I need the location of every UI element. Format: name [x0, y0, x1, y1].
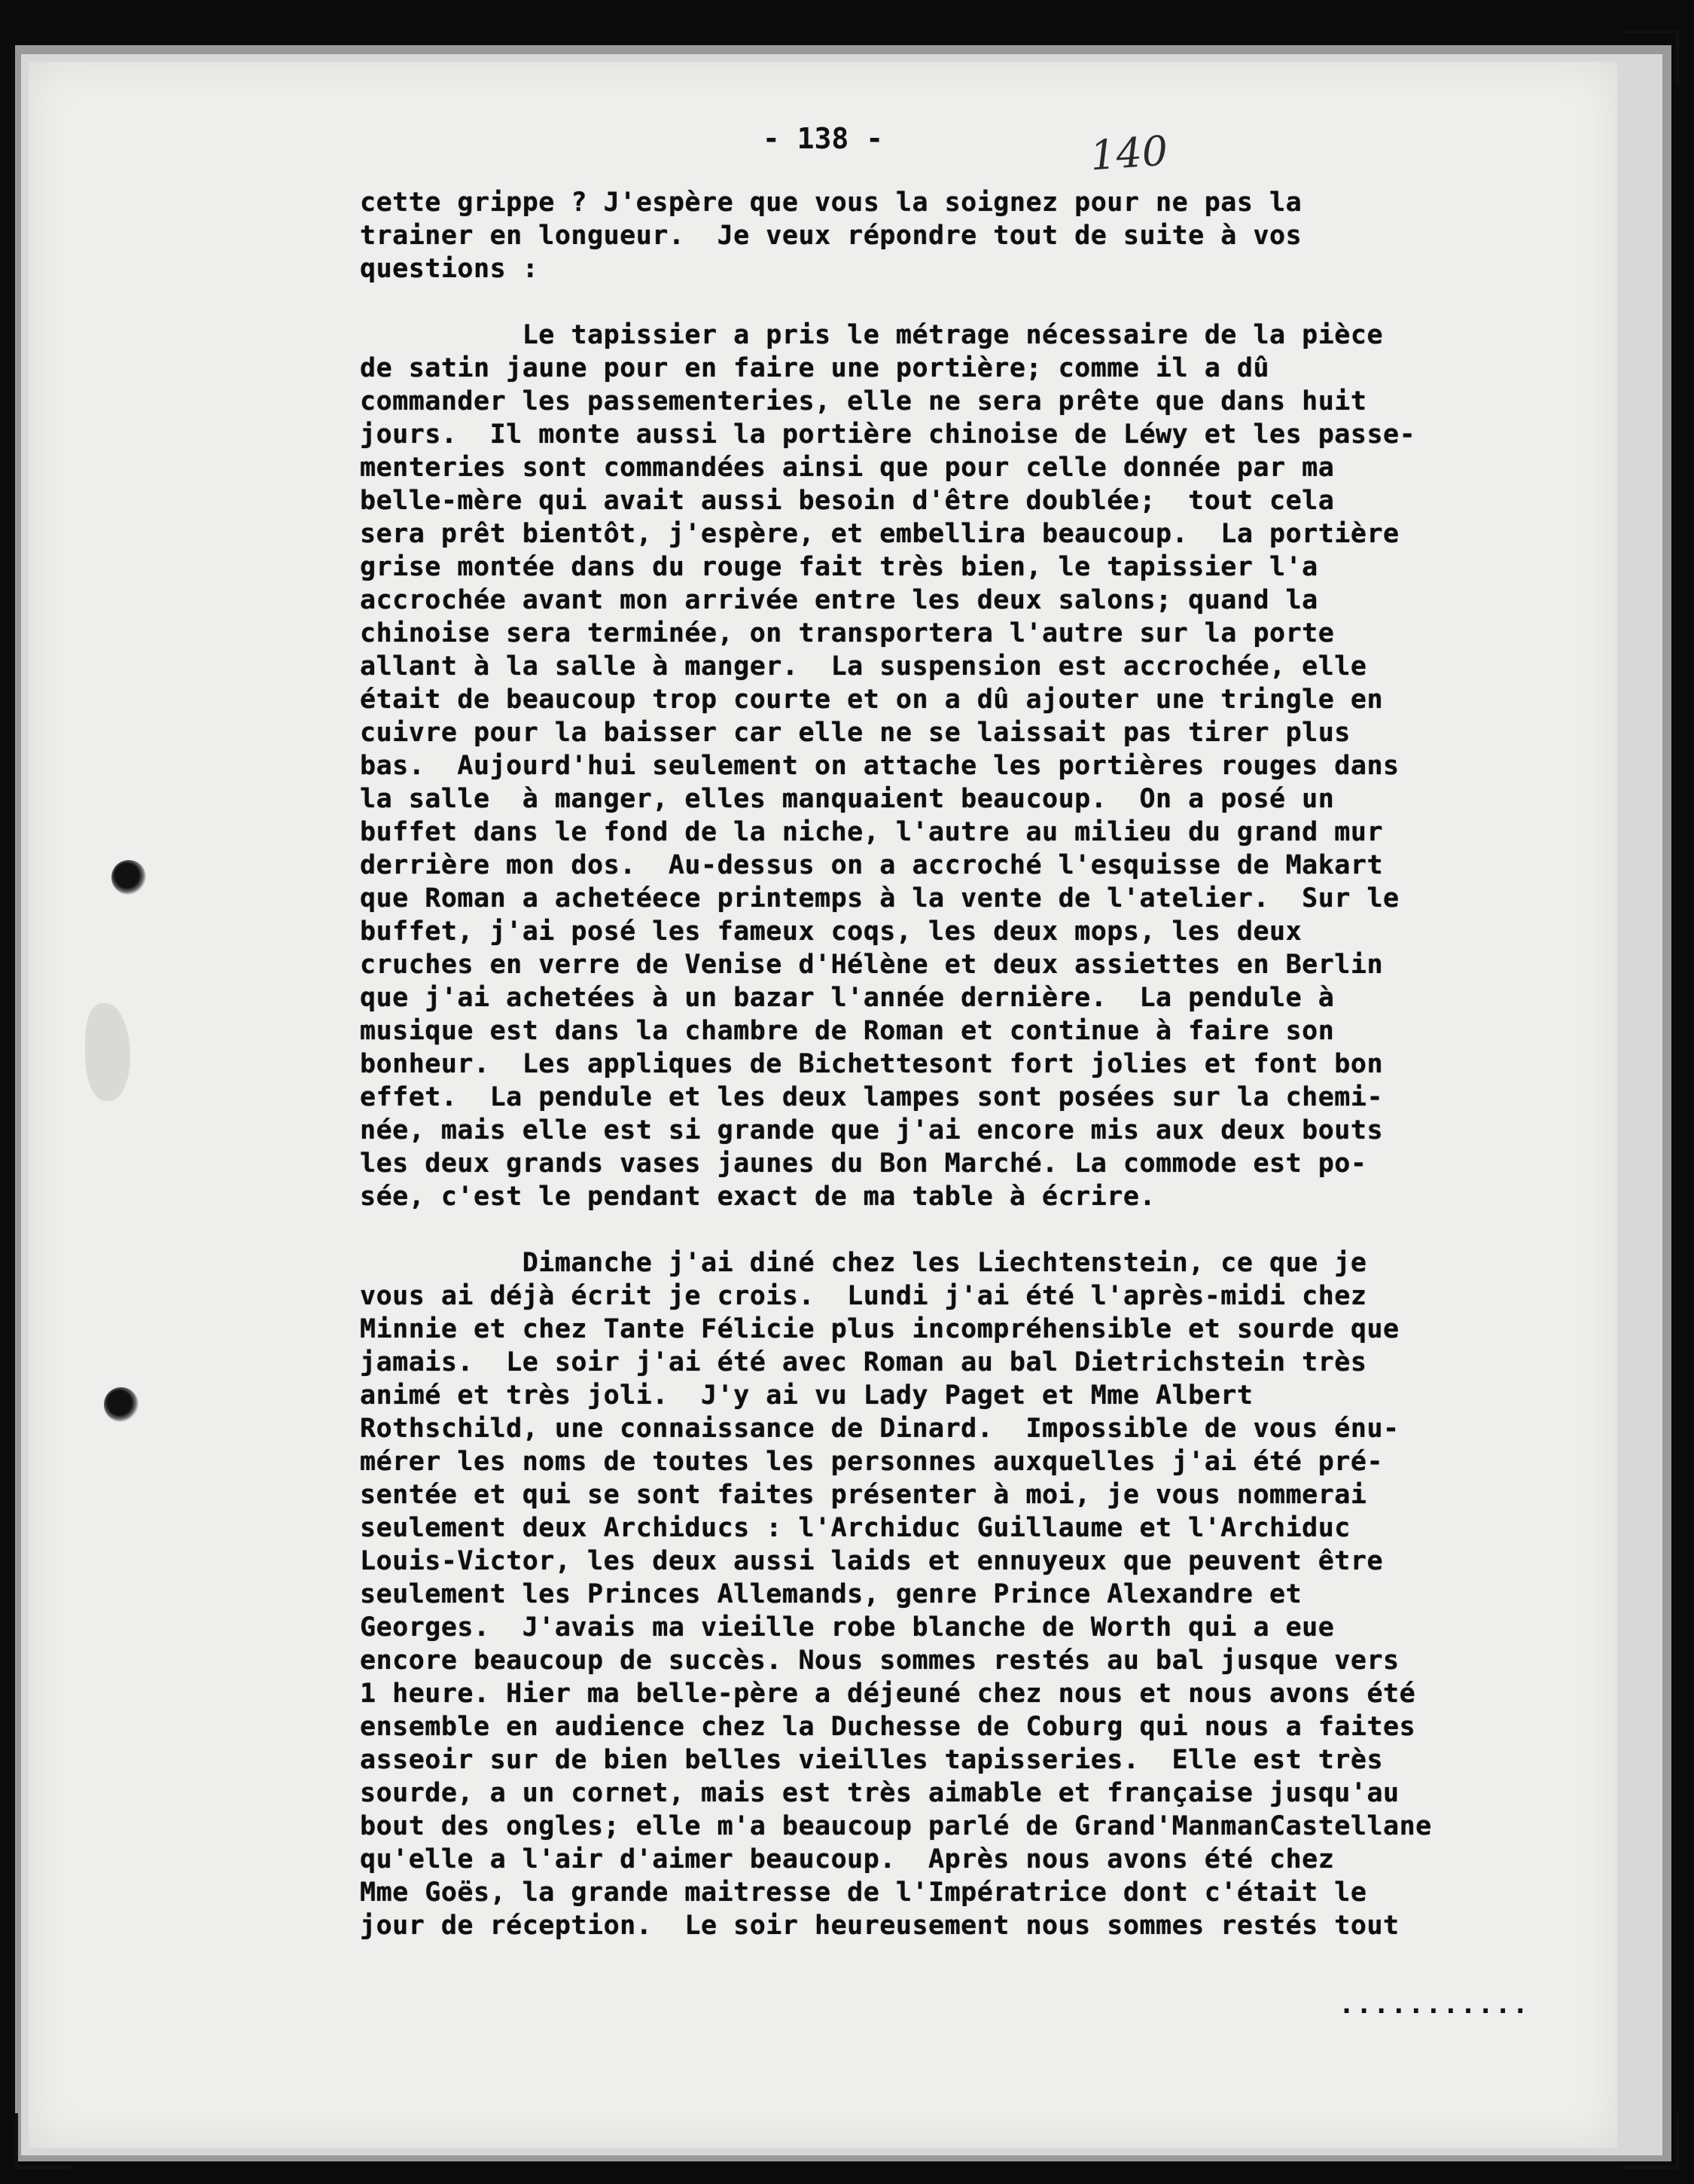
text-line: effet. La pendule et les deux lampes sont posées sur la chemi-	[360, 1082, 1384, 1112]
text-line: jours. Il monte aussi la portière chinoise de Léwy et les passe-	[360, 419, 1416, 450]
text-line: 1 heure. Hier ma belle-père a déjeuné chez nous et nous avons été	[360, 1679, 1416, 1709]
text-line: que Roman a achetéece printemps à la vente de l'atelier. Sur le	[360, 883, 1400, 914]
text-line: sourde, a un cornet, mais est très aimable et française jusqu'au	[360, 1778, 1400, 1808]
text-line: grise montée dans du rouge fait très bien, le tapissier l'a	[360, 552, 1318, 582]
text-line: Dimanche j'ai diné chez les Liechtenstein, ce que je	[360, 1248, 1367, 1278]
text-line: seulement deux Archiducs : l'Archiduc Guillaume et l'Archiduc	[360, 1513, 1351, 1543]
text-line: mérer les noms de toutes les personnes auxquelles j'ai été pré-	[360, 1447, 1384, 1477]
paper-stain	[85, 1003, 130, 1101]
text-line: derrière mon dos. Au-dessus on a accroché l'esquisse de Makart	[360, 850, 1384, 880]
continuation-dots: ...........	[1339, 1990, 1530, 2020]
text-line: cuivre pour la baisser car elle ne se laissait pas tirer plus	[360, 718, 1351, 748]
crop-mark	[15, 2113, 71, 2169]
text-line: Georges. J'avais ma vieille robe blanche de Worth qui a eue	[360, 1612, 1335, 1643]
text-line: chinoise sera terminée, on transportera l'autre sur la porte	[360, 618, 1335, 648]
text-line: était de beaucoup trop courte et on a dû ajouter une tringle en	[360, 685, 1384, 715]
paragraph	[360, 1246, 1640, 1942]
text-line: buffet, j'ai posé les fameux coqs, les deux mops, les deux	[360, 917, 1302, 947]
text-line: allant à la salle à manger. La suspension est accrochée, elle	[360, 651, 1367, 682]
text-line: animé et très joli. J'y ai vu Lady Paget et Mme Albert	[360, 1380, 1254, 1411]
punch-hole	[111, 860, 146, 895]
text-line: sera prêt bientôt, j'espère, et embellira beaucoup. La portière	[360, 519, 1400, 549]
paragraph	[360, 319, 1640, 1213]
text-line: née, mais elle est si grande que j'ai encore mis aux deux bouts	[360, 1115, 1384, 1145]
text-line: commander les passementeries, elle ne sera prête que dans huit	[360, 386, 1367, 416]
text-line: menteries sont commandées ainsi que pour celle donnée par ma	[360, 453, 1335, 483]
text-line: Le tapissier a pris le métrage nécessaire de la pièce	[360, 320, 1384, 350]
text-line: asseoir sur de bien belles vieilles tapisseries. Elle est très	[360, 1745, 1384, 1775]
text-line: de satin jaune pour en faire une portière; comme il a dû	[360, 353, 1270, 383]
text-line: belle-mère qui avait aussi besoin d'être doublée; tout cela	[360, 486, 1335, 516]
page-number-header	[29, 122, 1617, 155]
text-line: Mme Goës, la grande maitresse de l'Impératrice dont c'était le	[360, 1877, 1367, 1908]
text-line: ensemble en audience chez la Duchesse de Coburg qui nous a faites	[360, 1712, 1416, 1742]
text-line: les deux grands vases jaunes du Bon Marché. La commode est po-	[360, 1148, 1367, 1179]
text-line: seulement les Princes Allemands, genre Prince Alexandre et	[360, 1579, 1302, 1609]
text-line: bonheur. Les appliques de Bichettesont fort jolies et font bon	[360, 1049, 1384, 1079]
paragraph	[360, 186, 1640, 285]
text-line: Minnie et chez Tante Félicie plus incompréhensible et sourde que	[360, 1314, 1400, 1344]
text-line: que j'ai achetées à un bazar l'année dernière. La pendule à	[360, 983, 1335, 1013]
document-page	[29, 62, 1617, 2148]
handwritten-page-number: 140	[1088, 127, 1170, 180]
crop-mark	[1623, 30, 1679, 86]
text-line: la salle à manger, elles manquaient beaucoup. On a posé un	[360, 784, 1335, 814]
text-line: Louis-Victor, les deux aussi laids et ennuyeux que peuvent être	[360, 1546, 1384, 1576]
text-line: trainer en longueur. Je veux répondre tout de suite à vos	[360, 221, 1302, 251]
text-line: questions :	[360, 254, 539, 284]
punch-hole	[104, 1387, 139, 1422]
text-line: cette grippe ? J'espère que vous la soignez pour ne pas la	[360, 188, 1302, 218]
text-line: qu'elle a l'air d'aimer beaucoup. Après nous avons été chez	[360, 1844, 1335, 1874]
text-line: jamais. Le soir j'ai été avec Roman au bal Dietrichstein très	[360, 1347, 1367, 1377]
text-line: Rothschild, une connaissance de Dinard. Impossible de vous énu-	[360, 1414, 1400, 1444]
crop-mark	[1623, 2113, 1679, 2169]
text-line: encore beaucoup de succès. Nous sommes restés au bal jusque vers	[360, 1646, 1400, 1676]
text-line: sée, c'est le pendant exact de ma table à écrire.	[360, 1182, 1156, 1212]
text-line: bout des ongles; elle m'a beaucoup parlé de Grand'ManmanCastellane	[360, 1811, 1432, 1841]
text-line: sentée et qui se sont faites présenter à moi, je vous nommerai	[360, 1480, 1367, 1510]
page-number: - 138 -	[762, 122, 884, 155]
text-line: accrochée avant mon arrivée entre les deux salons; quand la	[360, 585, 1318, 615]
text-line: buffet dans le fond de la niche, l'autre au milieu du grand mur	[360, 817, 1384, 847]
text-line: musique est dans la chambre de Roman et continue à faire son	[360, 1016, 1335, 1046]
text-line: cruches en verre de Venise d'Hélène et deux assiettes en Berlin	[360, 950, 1384, 980]
letter-body	[360, 186, 1640, 1942]
text-line: vous ai déjà écrit je crois. Lundi j'ai été l'après-midi chez	[360, 1281, 1367, 1311]
text-line: bas. Aujourd'hui seulement on attache les portières rouges dans	[360, 751, 1400, 781]
text-line: jour de réception. Le soir heureusement nous sommes restés tout	[360, 1911, 1400, 1941]
